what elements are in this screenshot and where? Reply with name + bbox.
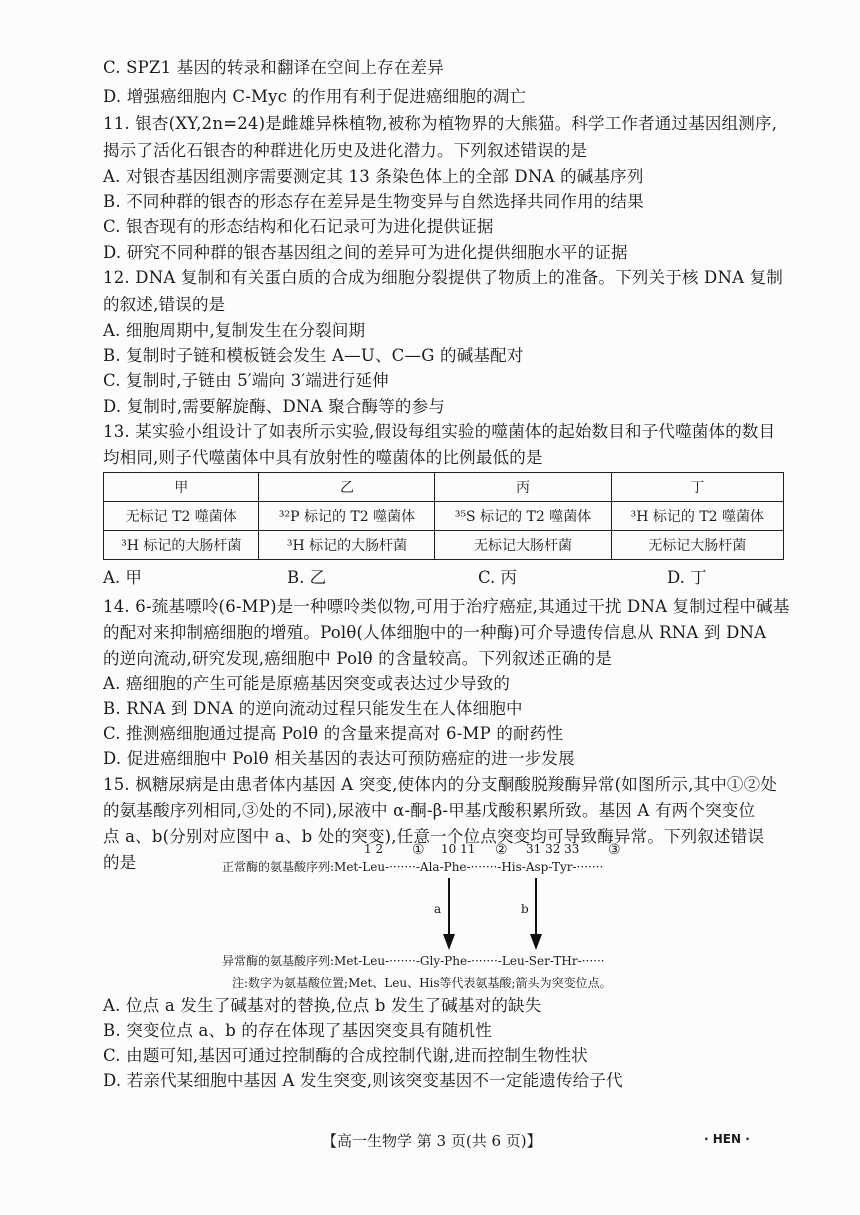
q11-option-b: B. 不同种群的银杏的形态存在差异是生物变异与自然选择共同作用的结果 [103,192,644,211]
exam-code: · HEN · [704,1132,750,1146]
q12-stem-line1: 12. DNA 复制和有关蛋白质的合成为细胞分裂提供了物质上的准备。下列关于核 DNA 复制 [103,268,784,287]
arrow-b-head-icon [530,934,542,950]
q13-option-c: C. 丙 [478,568,518,587]
table-row [104,531,784,560]
table-cell: ³⁵S 标记的 T2 噬菌体 [435,502,611,531]
q13-option-a: A. 甲 [103,568,142,587]
q14-option-d: D. 促进癌细胞中 Polθ 相关基因的表达可预防癌症的进一步发展 [103,749,575,768]
q13-stem-line2: 均相同,则子代噬菌体中具有放射性的噬菌体的比例最低的是 [103,448,543,467]
q11-stem-line1: 11. 银杏(XY,2n=24)是雌雄异株植物,被称为植物界的大熊猫。科学工作者通过基因组测序, [103,114,778,133]
q15-stem-line3: 点 a、b(分别对应图中 a、b 处的突变),任意一个位点突变均可导致酶异常。下列叙述错误 [103,827,765,846]
figure-position-numbers-right: 31 32 33 [526,842,580,856]
table-cell: 无标记 T2 噬菌体 [104,502,259,531]
table-header-cell: 丁 [611,473,783,502]
q15-stem-line1: 15. 枫糖尿病是由患者体内基因 A 突变,使体内的分支酮酸脱羧酶异常(如图所示,其中①②处 [103,775,778,794]
table-header-row [104,473,784,502]
q12-stem-line2: 的叙述,错误的是 [103,295,226,314]
figure-position-numbers-left: 1 2 [364,842,384,856]
q11-stem-line2: 揭示了活化石银杏的种群进化历史及进化潜力。下列叙述错误的是 [103,141,588,160]
q10-option-c: C. SPZ1 基因的转录和翻译在空间上存在差异 [103,58,444,77]
figure-abnormal-sequence: 异常酶的氨基酸序列:Met-Leu-·······-Gly-Phe-·······-Leu-Ser-THr-······ [222,954,605,968]
table-cell: 无标记大肠杆菌 [611,531,783,560]
q12-option-d: D. 复制时,需要解旋酶、DNA 聚合酶等的参与 [103,397,446,416]
q14-stem-line2: 的配对来抑制癌细胞的增殖。Polθ(人体细胞中的一种酶)可介导遗传信息从 RNA 到 DNA [103,623,767,642]
q12-option-a: A. 细胞周期中,复制发生在分裂间期 [103,321,366,340]
table-row [104,502,784,531]
q15-option-d: D. 若亲代某细胞中基因 A 发生突变,则该突变基因不一定能遗传给子代 [103,1071,623,1090]
figure-position-numbers-mid: 10 11 [441,842,476,856]
table-cell: ³H 标记的 T2 噬菌体 [611,502,783,531]
q12-option-c: C. 复制时,子链由 5′端向 3′端进行延伸 [103,371,389,390]
mutation-arrows [222,872,642,957]
q11-option-c: C. 银杏现有的形态结构和化石记录可为进化提供证据 [103,217,494,236]
table-cell: ³H 标记的大肠杆菌 [104,531,259,560]
q13-stem-line1: 13. 某实验小组设计了如表所示实验,假设每组实验的噬菌体的起始数目和子代噬菌体的数目 [103,422,776,441]
table-cell: ³²P 标记的 T2 噬菌体 [259,502,435,531]
q14-option-b: B. RNA 到 DNA 的逆向流动过程只能发生在人体细胞中 [103,699,523,718]
table-header-cell: 甲 [104,473,259,502]
experiment-table [103,472,784,560]
figure-note: 注:数字为氨基酸位置;Met、Leu、His等代表氨基酸;箭头为突变位点。 [232,976,612,990]
table-header-cell: 丙 [435,473,611,502]
q11-option-a: A. 对银杏基因组测序需要测定其 13 条染色体上的全部 DNA 的碱基序列 [103,167,644,186]
table-cell: ³H 标记的大肠杆菌 [259,531,435,560]
table-cell: 无标记大肠杆菌 [435,531,611,560]
table-header-cell: 乙 [259,473,435,502]
q15-stem-line2: 的氨基酸序列相同,③处的不同),尿液中 α-酮-β-甲基戊酸积累所致。基因 A 有两个突变位 [103,801,756,820]
figure-mark-2: ② [495,842,508,858]
figure-label-b: b [521,902,529,916]
q15-option-c: C. 由题可知,基因可通过控制酶的合成控制代谢,进而控制生物性状 [103,1046,588,1065]
q15-option-a: A. 位点 a 发生了碱基对的替换,位点 b 发生了碱基对的缺失 [103,996,542,1015]
q15-option-b: B. 突变位点 a、b 的存在体现了基因突变具有随机性 [103,1021,492,1040]
q11-option-d: D. 研究不同种群的银杏基因组之间的差异可为进化提供细胞水平的证据 [103,243,628,262]
page-number: 【高一生物学 第 3 页(共 6 页)】 [322,1132,542,1150]
q14-option-c: C. 推测癌细胞通过提高 Polθ 的含量来提高对 6-MP 的耐药性 [103,724,564,743]
figure-mark-3: ③ [608,842,621,858]
q15-stem-line4: 的是 [103,853,137,872]
figure-label-a: a [434,902,442,916]
q14-option-a: A. 癌细胞的产生可能是原癌基因突变或表达过少导致的 [103,674,511,693]
q13-option-b: B. 乙 [287,568,327,587]
q13-option-d: D. 丁 [667,568,707,587]
arrow-a-head-icon [443,934,455,950]
q14-stem-line3: 的逆向流动,研究发现,癌细胞中 Polθ 的含量较高。下列叙述正确的是 [103,649,613,668]
q14-stem-line1: 14. 6-巯基嘌呤(6-MP)是一种嘌呤类似物,可用于治疗癌症,其通过干扰 DNA 复制过程中碱基 [103,597,790,616]
q10-option-d: D. 增强癌细胞内 C-Myc 的作用有利于促进癌细胞的凋亡 [103,87,527,106]
enzyme-sequence-figure [222,842,642,992]
figure-normal-sequence: 正常酶的氨基酸序列:Met-Leu-·······-Ala-Phe-·······-His-Asp-Tyr-······· [222,860,604,874]
q12-option-b: B. 复制时子链和模板链会发生 A—U、C—G 的碱基配对 [103,346,524,365]
figure-mark-1: ① [412,842,425,858]
